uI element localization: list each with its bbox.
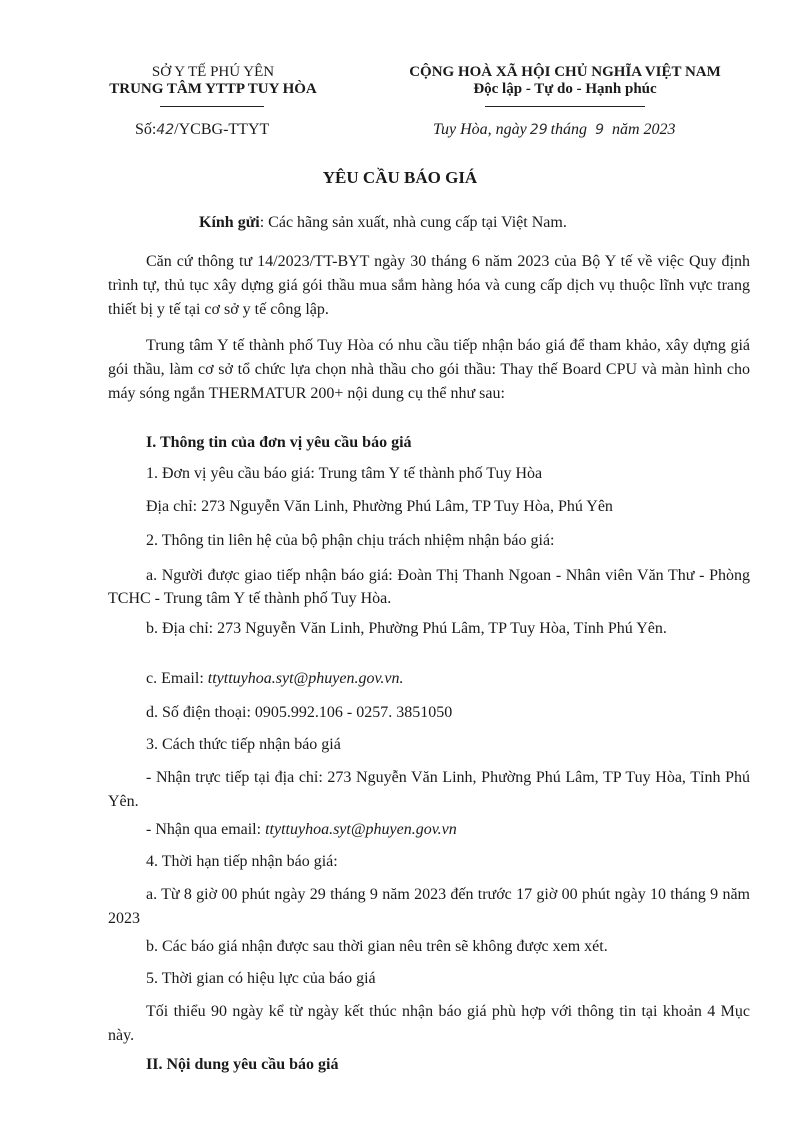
document-number: [135, 121, 269, 139]
item-2a-person: [108, 564, 750, 610]
header-right-block: [370, 64, 760, 98]
email-via-label: - Nhận qua email:: [146, 821, 266, 838]
item-4a-text: a. Từ 8 giờ 00 phút ngày 29 tháng 9 năm 2023 đến trước 17 giờ 00 phút ngày 10 tháng 9 năm 2023: [108, 886, 750, 927]
left-header-underline: [160, 106, 264, 107]
item-2c-email: [146, 670, 403, 688]
date-year: năm 2023: [611, 121, 676, 138]
section-2-heading: II. Nội dung yêu cầu báo giá: [146, 1056, 339, 1073]
item-4b-note: b. Các báo giá nhận được sau thời gian nêu trên sẽ không được xem xét.: [146, 938, 608, 955]
paragraph-request: [108, 334, 750, 406]
motto: Độc lập - Tự do - Hạnh phúc: [473, 81, 657, 97]
section-1-heading: I. Thông tin của đơn vị yêu cầu báo giá: [146, 434, 412, 451]
department-name: SỞ Y TẾ PHÚ YÊN: [151, 64, 275, 80]
issue-date: [433, 121, 676, 139]
item-2d-phone: d. Số điện thoại: 0905.992.106 - 0257. 3851050: [146, 704, 453, 721]
paragraph-request-text: Trung tâm Y tế thành phố Tuy Hòa có nhu cầu tiếp nhận báo giá để tham khảo, xây dựng giá gói thầu, làm cơ sở tổ chức lựa chọn nhà thầu cho gói thầu: Thay thế Board CPU và màn hình cho máy sóng ngắn THERMATUR 200+ nội dung cụ thể như sau:: [108, 337, 750, 402]
nation-title: CỘNG HOÀ XÃ HỘI CHỦ NGHĨA VIỆT NAM: [409, 64, 721, 80]
item-2a-text: a. Người được giao tiếp nhận báo giá: Đoàn Thị Thanh Ngoan - Nhân viên Văn Thư - Phòng TCHC - Trung tâm Y tế thành phố Tuy Hòa.: [108, 567, 750, 607]
item-3a-text: - Nhận trực tiếp tại địa chỉ: 273 Nguyễn Văn Linh, Phường Phú Lâm, TP Tuy Hòa, Tỉnh Phú Yên.: [108, 769, 750, 810]
item-4a-period: [108, 883, 750, 931]
header-left-block: [88, 64, 338, 98]
paragraph-legal-basis-text: Căn cứ thông tư 14/2023/TT-BYT ngày 30 tháng 6 năm 2023 của Bộ Y tế về việc Quy định trình tự, thủ tục xây dựng giá gói thầu mua sắm hàng hóa và cung cấp dịch vụ thuộc lĩnh vực trang thiết bị y tế tại cơ sở y tế công lập.: [108, 253, 750, 318]
item-5-text: [108, 1000, 750, 1048]
item-2-contact: 2. Thông tin liên hệ của bộ phận chịu trách nhiệm nhận báo giá:: [146, 532, 555, 549]
item-4-deadline: 4. Thời hạn tiếp nhận báo giá:: [146, 853, 338, 870]
salutation-label: Kính gửi: [199, 214, 260, 231]
item-5-body: Tối thiểu 90 ngày kể từ ngày kết thúc nhận báo giá phù hợp với thông tin tại khoản 4 Mục này.: [108, 1003, 750, 1044]
email-address[interactable]: ttyttuyhoa.syt@phuyen.gov.vn.: [207, 670, 404, 687]
number-handwritten: 42: [156, 122, 175, 138]
date-month-label: tháng: [550, 121, 588, 138]
document-title: YÊU CẦU BÁO GIÁ: [322, 168, 478, 187]
number-prefix: Số:: [135, 121, 157, 138]
paragraph-legal-basis: [108, 250, 750, 322]
date-day: 29: [529, 122, 548, 138]
email-via-address[interactable]: ttyttuyhoa.syt@phuyen.gov.vn: [265, 821, 457, 838]
motto-underline: [485, 106, 645, 107]
item-1-unit: 1. Đơn vị yêu cầu báo giá: Trung tâm Y tế thành phố Tuy Hòa: [146, 465, 543, 482]
item-5-validity: 5. Thời gian có hiệu lực của báo giá: [146, 970, 376, 987]
email-label: c. Email:: [146, 670, 208, 687]
salutation: [199, 214, 567, 232]
item-2b-address: [108, 617, 750, 640]
item-3-method: 3. Cách thức tiếp nhận báo giá: [146, 736, 341, 753]
organization-name: TRUNG TÂM YTTP TUY HÒA: [109, 81, 317, 97]
number-suffix: /YCBG-TTYT: [174, 121, 270, 138]
date-prefix: Tuy Hòa, ngày: [433, 121, 527, 138]
item-3a-direct: [108, 766, 750, 814]
date-month: 9: [595, 122, 604, 138]
item-3b-email: [146, 821, 457, 839]
item-2b-text: b. Địa chỉ: 273 Nguyễn Văn Linh, Phường Phú Lâm, TP Tuy Hòa, Tỉnh Phú Yên.: [146, 620, 667, 637]
address-line: Địa chỉ: 273 Nguyễn Văn Linh, Phường Phú Lâm, TP Tuy Hòa, Phú Yên: [146, 498, 613, 515]
salutation-text: : Các hãng sản xuất, nhà cung cấp tại Việt Nam.: [259, 214, 567, 231]
